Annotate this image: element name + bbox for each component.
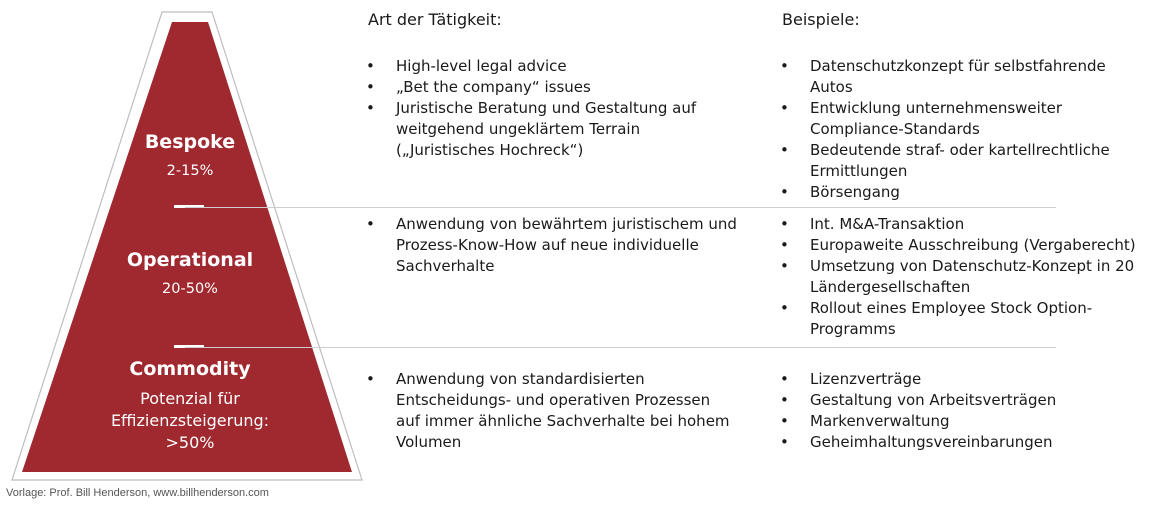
tier-commodity: [70, 358, 310, 454]
tier-operational-name: Operational: [126, 249, 254, 271]
row-separator: [185, 207, 1056, 208]
list-item: • Int. M&A-Transaktion: [780, 214, 1155, 235]
list-item: • Gestaltung von Arbeitsverträgen: [780, 390, 1140, 411]
list-item: • Markenverwaltung: [780, 411, 1140, 432]
tier-commodity-value: [70, 388, 310, 454]
commodity-activity-list: [366, 369, 738, 453]
tier-bespoke-name: Bespoke: [144, 131, 236, 153]
examples-column-header: Beispiele:: [782, 10, 860, 29]
list-item: • Anwendung von standardisierten Entscheidungs- und operativen Prozessen auf immer ähnliche Sachverhalte bei hohem Volumen: [366, 369, 738, 453]
bespoke-activity-list: [366, 56, 738, 161]
source-footer: Vorlage: Prof. Bill Henderson, www.billhenderson.com: [6, 487, 269, 499]
operational-activity-list: [366, 214, 738, 277]
row-separator: [185, 347, 1056, 348]
tier-bespoke: [90, 131, 290, 179]
tier-operational: [90, 249, 290, 297]
tier-commodity-value-line: >50%: [165, 433, 215, 452]
tier-commodity-name: Commodity: [129, 358, 251, 380]
tier-operational-value: 20-50%: [162, 281, 218, 297]
operational-example-list: [780, 214, 1155, 340]
list-item: • Umsetzung von Datenschutz-Konzept in 20 Ländergesellschaften: [780, 256, 1155, 298]
commodity-example-list: [780, 369, 1140, 453]
list-item: • Lizenzverträge: [780, 369, 1140, 390]
list-item: • Juristische Beratung und Gestaltung auf weitgehend ungeklärtem Terrain („Juristisches Hochreck“): [366, 98, 738, 161]
list-item: • Anwendung von bewährtem juristischem und Prozess-Know-How auf neue individuelle Sachverhalte: [366, 214, 738, 277]
list-item: • Geheimhaltungsvereinbarungen: [780, 432, 1140, 453]
list-item: • Entwicklung unternehmensweiter Compliance-Standards: [780, 98, 1140, 140]
activity-column-header: Art der Tätigkeit:: [368, 10, 502, 29]
tier-commodity-value-line: Potenzial für: [140, 389, 240, 408]
list-item: • Bedeutende straf- oder kartellrechtliche Ermittlungen: [780, 140, 1140, 182]
tier-bespoke-value: 2-15%: [166, 163, 214, 179]
list-item: • Börsengang: [780, 182, 1140, 203]
list-item: • Datenschutzkonzept für selbstfahrende Autos: [780, 56, 1140, 98]
list-item: • High-level legal advice: [366, 56, 738, 77]
list-item: • Rollout eines Employee Stock Option-Programms: [780, 298, 1155, 340]
bespoke-example-list: [780, 56, 1140, 203]
list-item: • „Bet the company“ issues: [366, 77, 738, 98]
list-item: • Europaweite Ausschreibung (Vergaberecht): [780, 235, 1155, 256]
tier-commodity-value-line: Effizienzsteigerung:: [110, 411, 270, 430]
